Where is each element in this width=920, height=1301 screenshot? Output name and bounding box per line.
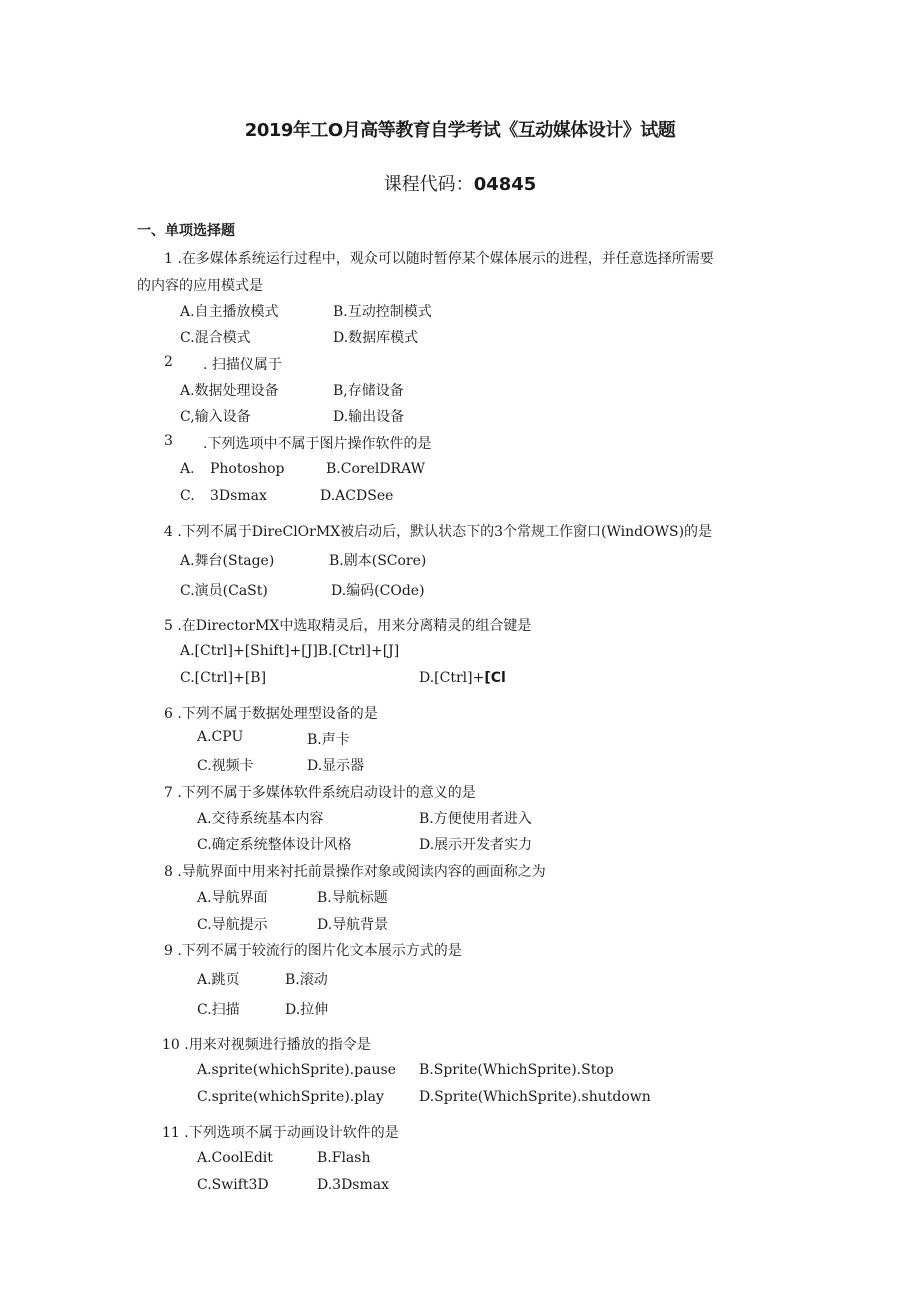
question-8-stem: 8 .导航界面中用来衬托前景操作对象或阅读内容的画面称之为: [164, 864, 546, 880]
question-7-option-c: C.确定系统整体设计风格: [197, 837, 352, 853]
question-2-option-a: A.数据处理设备: [180, 383, 279, 399]
section-heading: 一、单项选择题: [137, 223, 235, 239]
course-code: [0, 170, 920, 196]
question-1-stem-cont: 的内容的应用模式是: [137, 278, 263, 294]
question-3-option-a: Photoshop: [210, 461, 285, 477]
question-5-option-d-text: D.[Ctrl]+: [419, 670, 485, 686]
question-11-option-b: B.Flash: [317, 1150, 371, 1166]
question-3-number: 3: [164, 433, 173, 449]
question-2-option-d: D.输出设备: [333, 409, 405, 425]
question-4-option-b: B.剧本(SCore): [329, 553, 427, 569]
question-6-stem: 6 .下列不属于数据处理型设备的是: [164, 706, 378, 722]
question-9-option-a: A.跳页: [197, 972, 240, 988]
question-4-option-d: D.编码(COde): [331, 583, 425, 599]
question-4-option-a: A.舞台(Stage): [180, 553, 275, 569]
question-11-option-c: C.Swift3D: [197, 1177, 269, 1193]
question-9-option-b: B.滚动: [285, 972, 328, 988]
question-3-option-c-label: C.: [180, 488, 195, 504]
question-5-option-d-tail: [Cl: [484, 670, 506, 686]
question-3-stem: .下列选项中不属于图片操作软件的是: [203, 436, 432, 452]
question-9-option-d: D.拉伸: [285, 1002, 329, 1018]
question-11-option-a: A.CoolEdit: [197, 1150, 273, 1166]
course-code-label: 课程代码：: [383, 174, 474, 195]
question-2-stem: . 扫描仪属于: [203, 357, 282, 373]
course-code-value: 04845: [473, 174, 537, 195]
question-1-option-a: A.自主播放模式: [180, 304, 279, 320]
question-7-option-a: A.交待系统基本内容: [197, 811, 324, 827]
question-8-option-a: A.导航界面: [197, 890, 268, 906]
question-1-option-b: B.互动控制模式: [333, 304, 432, 320]
question-1-option-d: D.数据库模式: [333, 330, 419, 346]
question-7-stem: 7 .下列不属于多媒体软件系统启动设计的意义的是: [164, 785, 476, 801]
question-6-option-a: A.CPU: [197, 729, 244, 745]
question-1-option-c: C.混合模式: [180, 330, 251, 346]
question-3-option-d: D.ACDSee: [320, 488, 394, 504]
question-6-option-b: B.声卡: [307, 732, 350, 748]
question-2-option-c: C,输入设备: [180, 409, 251, 425]
question-4-option-c: C.演员(CaSt): [180, 583, 268, 599]
question-10-option-d: D.Sprite(WhichSprite).shutdown: [419, 1089, 651, 1105]
question-1-stem: 1 .在多媒体系统运行过程中，观众可以随时暂停某个媒体展示的进程，并任意选择所需要: [164, 251, 714, 267]
question-9-stem: 9 .下列不属于较流行的图片化文本展示方式的是: [164, 943, 462, 959]
question-8-option-b: B.导航标题: [317, 890, 388, 906]
question-8-option-c: C.导航提示: [197, 917, 268, 933]
question-7-option-b: B.方便使用者进入: [419, 811, 532, 827]
question-9-option-c: C.扫描: [197, 1002, 240, 1018]
question-8-option-d: D.导航背景: [317, 917, 389, 933]
question-6-option-d: D.显示器: [307, 758, 365, 774]
question-2-number: 2: [164, 354, 173, 370]
question-7-option-d: D.展示开发者实力: [419, 837, 533, 853]
question-2-option-b: B,存储设备: [333, 383, 404, 399]
question-10-option-b: B.Sprite(WhichSprite).Stop: [419, 1062, 614, 1078]
question-10-stem: 10 .用来对视频进行播放的指令是: [162, 1037, 371, 1053]
question-3-option-b: B.CorelDRAW: [326, 461, 426, 477]
question-11-stem: 11 .下列选项不属于动画设计软件的是: [162, 1125, 399, 1141]
question-10-option-c: C.sprite(whichSprite).play: [197, 1089, 384, 1105]
question-10-option-a: A.sprite(whichSprite).pause: [197, 1062, 396, 1078]
question-5-stem: 5 .在DirectorMX中选取精灵后，用来分离精灵的组合键是: [164, 618, 532, 634]
question-4-stem: 4 .下列不属于DireClOrMX被启动后，默认状态下的3个常规工作窗口(WindOWS)的是: [164, 524, 713, 540]
question-5-option-d: [419, 670, 506, 686]
question-6-option-c: C.视频卡: [197, 758, 254, 774]
exam-title: 2019年工O月高等教育自学考试《互动媒体设计》试题: [244, 120, 676, 141]
question-3-option-a-label: A.: [180, 461, 195, 477]
question-3-option-c: 3Dsmax: [210, 488, 267, 504]
question-11-option-d: D.3Dsmax: [317, 1177, 390, 1193]
question-5-option-c: C.[Ctrl]+[B]: [180, 670, 267, 686]
question-5-option-ab: A.[Ctrl]+[Shift]+[J]B.[Ctrl]+[J]: [180, 643, 400, 659]
